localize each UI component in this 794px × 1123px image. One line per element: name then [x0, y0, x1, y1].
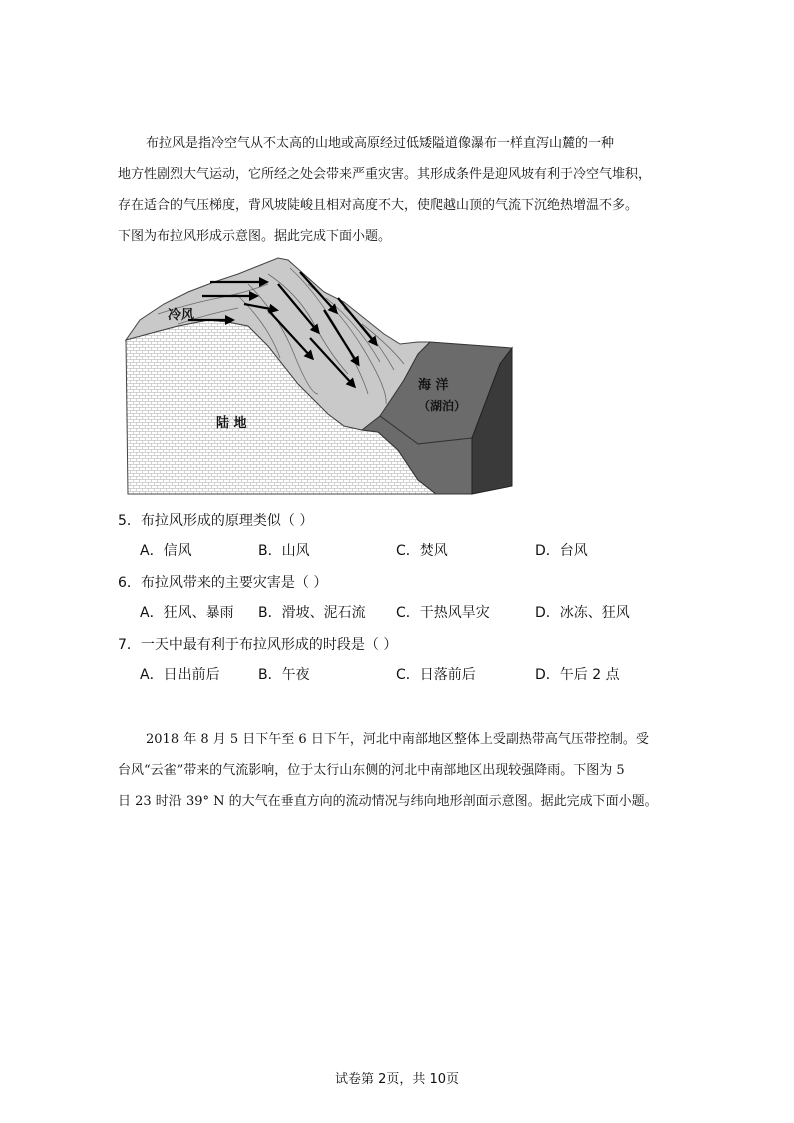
paragraph-line: 日 23 时沿 39° N 的大气在垂直方向的流动情况与纬向地形剖面示意图。据此完成下面小题。	[118, 794, 658, 809]
option-b: B．山风	[258, 543, 310, 559]
cold-wind-label: 冷风	[168, 308, 195, 323]
option-d: D．台风	[535, 543, 588, 559]
paragraph-line: 地方性剧烈大气运动，它所经之处会带来严重灾害。其形成条件是迎风坡有利于冷空气堆积，	[118, 167, 652, 182]
option-a: A．狂风、暴雨	[140, 605, 234, 621]
land-label: 陆 地	[216, 416, 247, 431]
paragraph-line: 下图为布拉风形成示意图。据此完成下面小题。	[118, 229, 392, 244]
ocean-label: 海 洋	[418, 378, 449, 393]
question-5-options	[140, 540, 700, 562]
question-6-options	[140, 602, 700, 624]
option-a: A．信风	[140, 543, 192, 559]
paragraph-line: 2018 年 8 月 5 日下午至 6 日下午，河北中南部地区整体上受副热带高气压带控制。受	[146, 732, 649, 747]
second-paragraph	[118, 724, 690, 817]
bora-wind-diagram	[118, 254, 518, 500]
option-a: A．日出前后	[140, 667, 220, 683]
option-d: D．冰冻、狂风	[535, 605, 630, 621]
diagram-drawing	[118, 254, 518, 500]
option-d: D．午后 2 点	[535, 667, 620, 683]
option-b: B．午夜	[258, 667, 310, 683]
paragraph-line: 台风“云雀”带来的气流影响，位于太行山东侧的河北中南部地区出现较强降雨。下图为 5	[118, 763, 625, 778]
option-c: C．焚风	[396, 543, 448, 559]
paragraph-line: 布拉风是指冷空气从不太高的山地或高原经过低矮隘道像瀑布一样直泻山麓的一种	[146, 136, 615, 151]
question-7-options	[140, 664, 700, 686]
lake-label: （湖泊）	[418, 399, 467, 413]
paragraph-line: 存在适合的气压梯度，背风坡陡峻且相对高度不大，使爬越山顶的气流下沉绝热增温不多。	[118, 198, 639, 213]
option-b: B．滑坡、泥石流	[258, 605, 366, 621]
question-5-stem: 5．布拉风形成的原理类似（ ）	[118, 513, 314, 529]
question-6-stem: 6．布拉风带来的主要灾害是（ ）	[118, 575, 328, 591]
option-c: C．干热风旱灾	[396, 605, 490, 621]
option-c: C．日落前后	[396, 667, 476, 683]
question-7-stem: 7．一天中最有利于布拉风形成的时段是（ ）	[118, 637, 398, 653]
intro-paragraph	[118, 128, 690, 252]
page-footer: 试卷第 2页，共 10页	[334, 1072, 460, 1087]
